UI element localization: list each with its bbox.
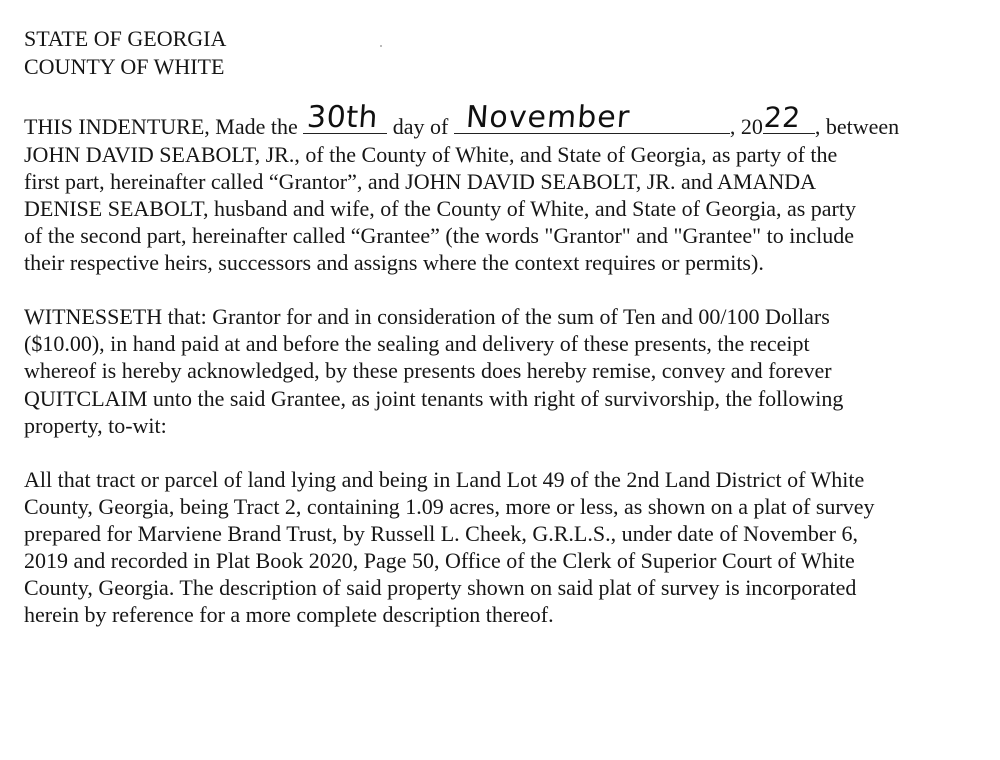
indenture-suffix: , between <box>814 114 900 139</box>
year-prefix: , 20 <box>729 114 763 139</box>
property-line-3: prepared for Marviene Brand Trust, by Russell L. Cheek, G.R.L.S., under date of November 6, <box>24 521 859 546</box>
property-line-6: herein by reference for a more complete description thereof. <box>24 602 554 627</box>
handwritten-day: 30th <box>306 100 380 135</box>
witnesseth-line-5: property, to-wit: <box>24 413 167 438</box>
year-blank <box>762 101 815 134</box>
property-line-5: County, Georgia. The description of said property shown on said plat of survey is incorporated <box>24 575 857 600</box>
day-blank <box>303 100 387 135</box>
property-line-1: All that tract or parcel of land lying and being in Land Lot 49 of the 2nd Land District of White <box>24 467 865 492</box>
parties-line-4: of the second part, hereinafter called “Grantee” (the words "Grantor" and "Grantee" to include <box>24 223 854 248</box>
parties-line-2: first part, hereinafter called “Grantor”, and JOHN DAVID SEABOLT, JR. and AMANDA <box>24 169 817 194</box>
witnesseth-line-4: QUITCLAIM unto the said Grantee, as joint tenants with right of survivorship, the following <box>24 386 844 411</box>
parties-line-5: their respective heirs, successors and assigns where the context requires or permits). <box>24 250 764 275</box>
parties-line-3: DENISE SEABOLT, husband and wife, of the County of White, and State of Georgia, as party <box>24 196 856 221</box>
parties-line-1: JOHN DAVID SEABOLT, JR., of the County of White, and State of Georgia, as party of the <box>24 142 838 167</box>
witnesseth-line-3: whereof is hereby acknowledged, by these presents does hereby remise, convey and forever <box>24 358 832 383</box>
month-blank <box>454 100 730 135</box>
property-line-2: County, Georgia, being Tract 2, containing 1.09 acres, more or less, as shown on a plat of survey <box>24 494 875 519</box>
handwritten-year: 22 <box>762 101 802 134</box>
property-line-4: 2019 and recorded in Plat Book 2020, Page 50, Office of the Clerk of Superior Court of White <box>24 548 855 573</box>
indenture-line <box>24 100 900 140</box>
witnesseth-line-2: ($10.00), in hand paid at and before the sealing and delivery of these presents, the receipt <box>24 331 810 356</box>
day-of-text: day of <box>387 114 454 139</box>
scan-speck <box>380 45 382 47</box>
county-heading: COUNTY OF WHITE <box>24 54 225 79</box>
indenture-prefix: THIS INDENTURE, Made the <box>24 114 304 139</box>
witnesseth-line-1: WITNESSETH that: Grantor for and in consideration of the sum of Ten and 00/100 Dollars <box>24 304 830 329</box>
state-heading: STATE OF GEORGIA <box>24 26 227 51</box>
handwritten-month: November <box>464 100 632 135</box>
